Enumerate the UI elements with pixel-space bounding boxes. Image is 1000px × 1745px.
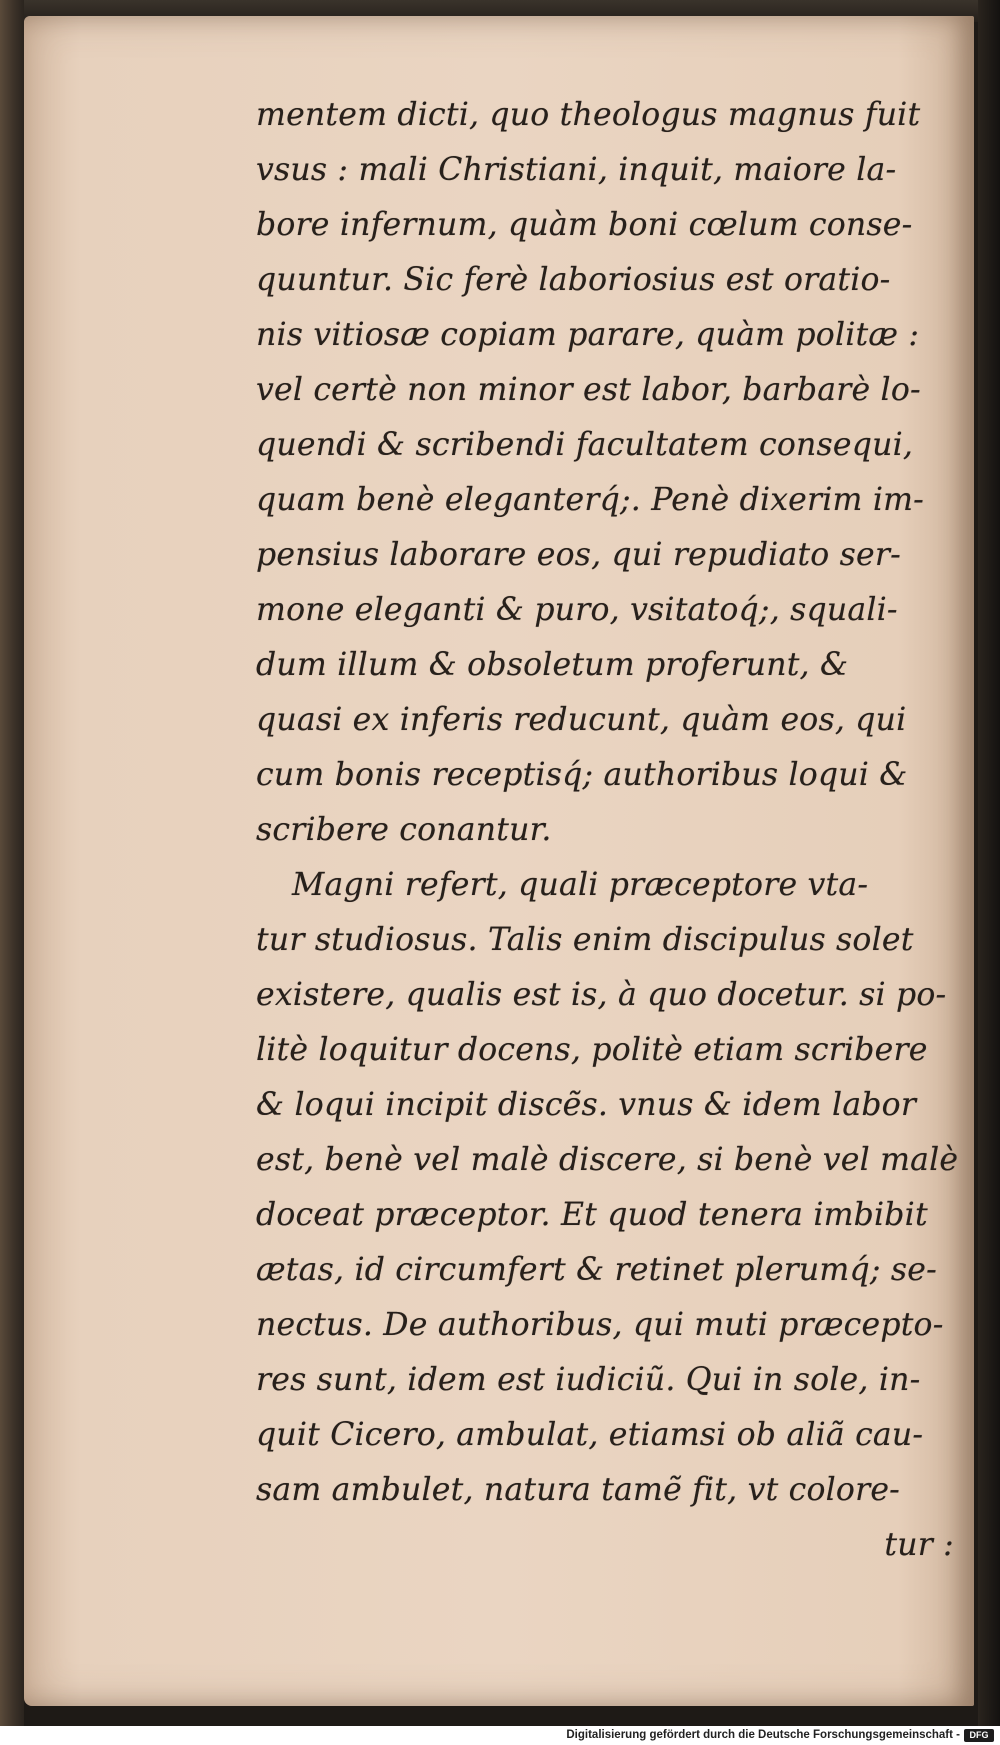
text-line: bore infernum, quàm boni cœlum conse- [256, 207, 913, 243]
text-line: doceat præceptor. Et quod tenera imbibit [256, 1197, 928, 1233]
text-line: dum illum & obsoletum proferunt, & [256, 647, 849, 683]
text-line: scribere conantur. [256, 812, 552, 848]
text-line: ætas, id circumfert & retinet plerumq́; se- [256, 1252, 937, 1288]
text-line: vel certè non minor est labor, barbarè lo- [256, 372, 921, 408]
book-page [24, 16, 974, 1706]
text-line: & loqui incipit discẽs. vnus & idem labor [256, 1087, 917, 1123]
text-line: quuntur. Sic ferè laboriosius est oratio- [256, 262, 891, 298]
text-line: quit Cicero, ambulat, etiamsi ob aliã cau- [256, 1417, 924, 1453]
dfg-logo: DFG [964, 1729, 994, 1742]
book-spine [978, 0, 1000, 1745]
text-line: quendi & scribendi facultatem consequi, [256, 427, 914, 463]
text-line: vsus : mali Christiani, inquit, maiore la- [256, 152, 897, 188]
text-line: est, benè vel malè discere, si benè vel malè [256, 1142, 959, 1178]
text-line: quasi ex inferis reducunt, quàm eos, qui [256, 702, 907, 738]
catchword: tur : [884, 1527, 954, 1563]
text-line: litè loquitur docens, politè etiam scribere [256, 1032, 928, 1068]
text-line: cum bonis receptisq́; authoribus loqui & [256, 757, 908, 793]
book-binding-left [0, 0, 24, 1745]
text-line: quam benè eleganterq́;. Penè dixerim im- [256, 482, 925, 518]
text-line: sam ambulet, natura tamẽ fit, vt colore- [256, 1472, 901, 1508]
text-line: nectus. De authoribus, qui muti præcepto- [256, 1307, 944, 1343]
text-line: mentem dicti, quo theologus magnus fuit [256, 97, 921, 133]
text-line: tur studiosus. Talis enim discipulus solet [256, 922, 914, 958]
text-line: res sunt, idem est iudiciũ. Qui in sole, in- [256, 1362, 921, 1398]
text-line: mone eleganti & puro, vsitatoq́;, squali- [256, 592, 898, 628]
text-block [256, 88, 959, 1573]
text-line: pensius laborare eos, qui repudiato ser- [256, 537, 901, 573]
text-line: existere, qualis est is, à quo docetur. si po- [256, 977, 947, 1013]
paragraph-start-line: Magni refert, quali præceptore vta- [292, 867, 869, 903]
digitization-credit: Digitalisierung gefördert durch die Deutsche Forschungsgemeinschaft - [566, 1729, 960, 1741]
text-line: nis vitiosæ copiam parare, quàm politæ : [256, 317, 920, 353]
